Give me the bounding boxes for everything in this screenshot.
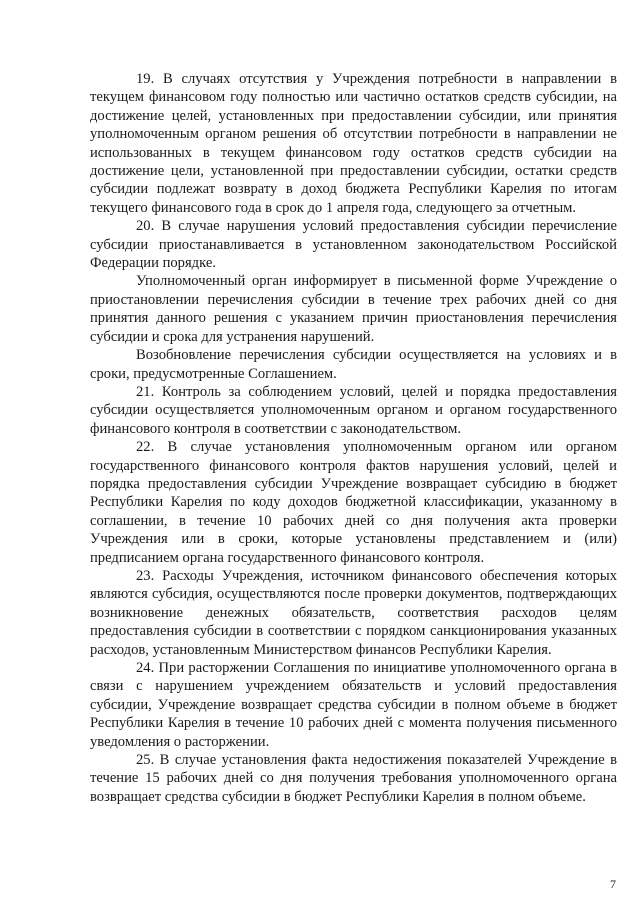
paragraph-20: 20. В случае нарушения условий предоставления субсидии перечисление субсидии приостанавливается в установленном законодательством Российской Федерации порядке. — [90, 218, 617, 272]
document-body — [90, 70, 617, 806]
paragraph-25: 25. В случае установления факта недостижения показателей Учреждение в течение 15 рабочих дней со дня получения требования уполномоченного органа возвращает средства субсидии в бюджет Республики Карелия в полном объеме. — [90, 752, 617, 805]
page-number: 7 — [610, 877, 616, 891]
paragraph-19: 19. В случаях отсутствия у Учреждения потребности в направлении в текущем финансовом году полностью или частично остатков средств субсидии, на достижение целей, установленных при предоставлении субсидии, или принятия уполномоченным органом решения об отсутствии потребности в направлении не использованных в текущем финансовом году остатков средств субсидии на достижение цели, установленной при предоставлении субсидии, остатки средств субсидии подлежат возврату в доход бюджета Республики Карелия по итогам текущего финансового года в срок до 1 апреля года, следующего за отчетным. — [90, 71, 617, 216]
paragraph-24: 24. При расторжении Соглашения по инициативе уполномоченного органа в связи с нарушением учреждением обязательств и условий предоставления субсидии, Учреждение возвращает средства субсидии в полном объеме в бюджет Республики Карелия в течение 10 рабочих дней с момента получения письменного уведомления о расторжении. — [90, 660, 617, 750]
paragraph-23: 23. Расходы Учреждения, источником финансового обеспечения которых являются субсидия, осуществляются после проверки документов, подтверждающих возникновение денежных обязательств, соответствия расходов целям предоставления субсидии в соответствии с порядком санкционирования указанных расходов, установленным Министерством финансов Республики Карелия. — [90, 567, 617, 658]
paragraph-22: 22. В случае установления уполномоченным органом или органом государственного финансового контроля фактов нарушения условий, целей и порядка предоставления субсидии Учреждение возвращает субсидию в бюджет Республики Карелия по коду доходов бюджетной классификации, указанному в соглашении, в течение 10 рабочих дней со дня получения акта проверки Учреждения или в сроки, которые установлены представлением и (или) предписанием органа государственного финансового контроля. — [90, 439, 617, 566]
paragraph-20-notice: Уполномоченный орган информирует в письменной форме Учреждение о приостановлении перечисления субсидии в течение трех рабочих дней со дня принятия данного решения с указанием причин приостановления перечисления субсидии и срока для устранения нарушений. — [90, 273, 617, 345]
paragraph-20-resume: Возобновление перечисления субсидии осуществляется на условиях и в сроки, предусмотренные Соглашением. — [90, 347, 617, 382]
paragraph-21: 21. Контроль за соблюдением условий, целей и порядка предоставления субсидии осуществляется уполномоченным органом и органом государственного финансового контроля в соответствии с законодательством. — [90, 383, 617, 437]
